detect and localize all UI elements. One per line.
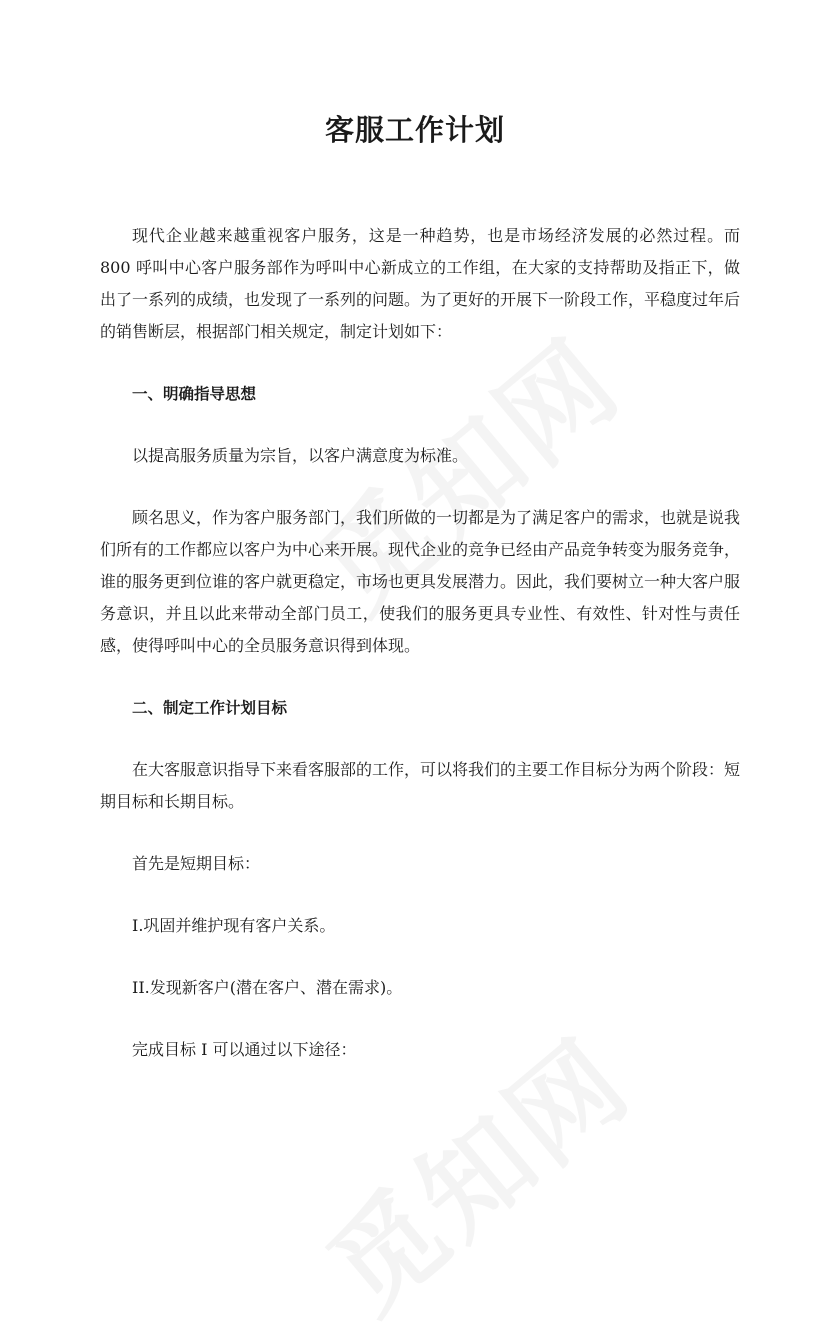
paragraph: 在大客服意识指导下来看客服部的工作，可以将我们的主要工作目标分为两个阶段：短期目标和长期目标。 <box>100 760 741 811</box>
list-item: II.发现新客户(潜在客户、潜在需求)。 <box>132 978 403 997</box>
document-body <box>100 220 740 1096</box>
paragraph: 首先是短期目标： <box>132 854 261 873</box>
paragraph-intro: 现代企业越来越重视客户服务，这是一种趋势，也是市场经济发展的必然过程。而 800 呼叫中心客户服务部作为呼叫中心新成立的工作组，在大家的支持帮助及指正下，做出了一系列的成绩，也发现了一系列的问题。为了更好的开展下一阶段工作，平稳度过年后的销售断层，根据部门相关规定，制定计划如下： <box>100 226 741 341</box>
section-heading: 一、明确指导思想 <box>132 385 257 403</box>
list-item: I.巩固并维护现有客户关系。 <box>132 916 336 935</box>
section-heading: 二、制定工作计划目标 <box>132 699 288 717</box>
paragraph: 完成目标 I 可以通过以下途径： <box>132 1040 357 1059</box>
paragraph: 以提高服务质量为宗旨，以客户满意度为标准。 <box>132 446 469 465</box>
paragraph: 顾名思义，作为客户服务部门，我们所做的一切都是为了满足客户的需求，也就是说我们所有的工作都应以客户为中心来开展。现代企业的竞争已经由产品竞争转变为服务竞争，谁的服务更到位谁的客户就更稳定，市场也更具发展潜力。因此，我们要树立一种大客户服务意识，并且以此来带动全部门员工，使我们的服务更具专业性、有效性、针对性与责任感，使得呼叫中心的全员服务意识得到体现。 <box>100 508 741 655</box>
page-title: 客服工作计划 <box>324 113 505 147</box>
